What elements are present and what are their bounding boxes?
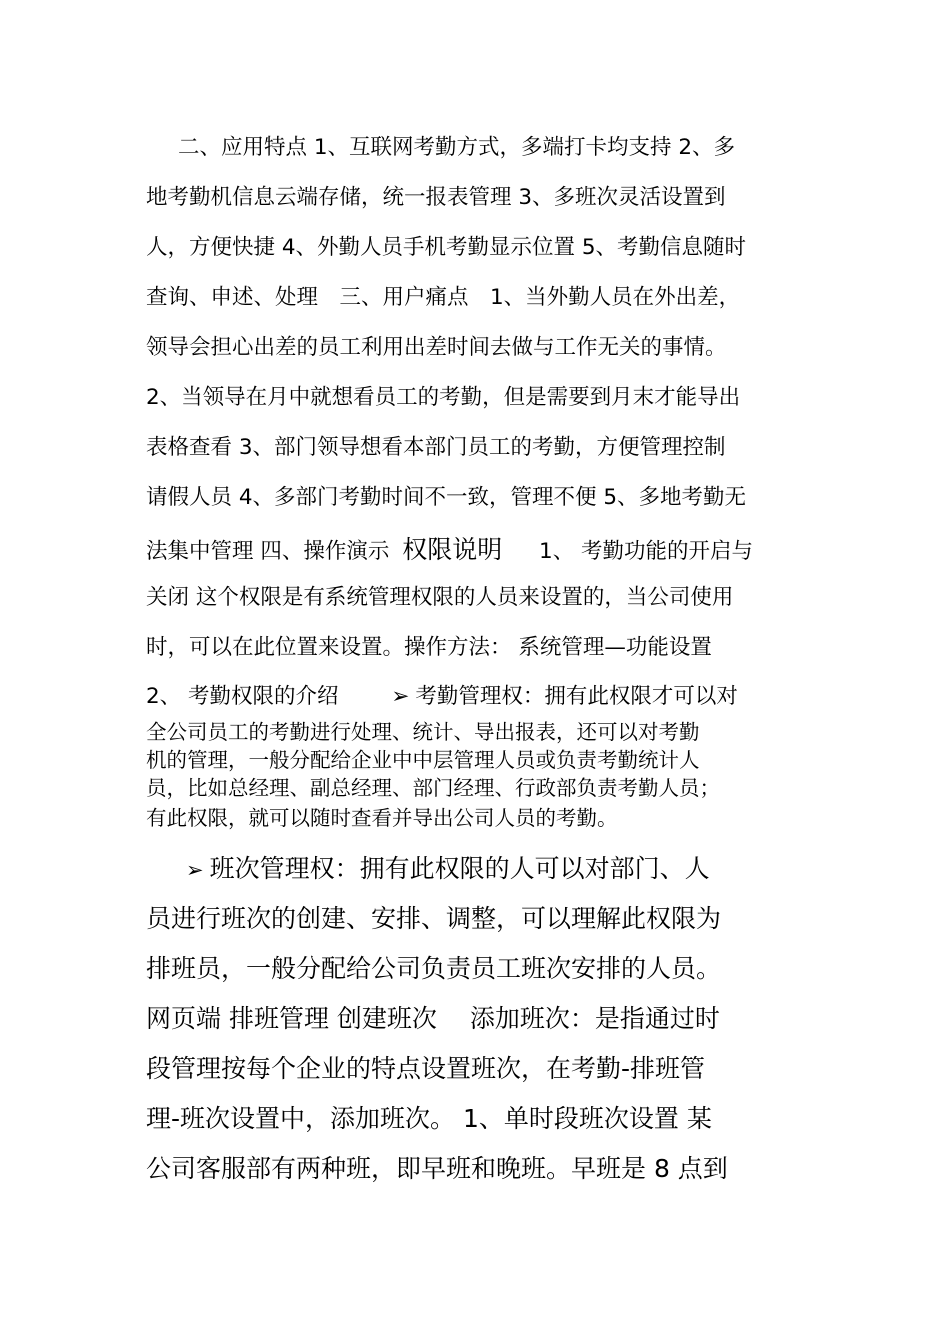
paragraph-line: 理-班次设置中，添加班次。 1、单时段班次设置 某 [146, 1104, 712, 1133]
paragraph-line: 关闭 这个权限是有系统管理权限的人员来设置的，当公司使用 [146, 585, 734, 610]
paragraph-line: 领导会担心出差的员工利用出差时间去做与工作无关的事情。 [146, 335, 727, 360]
arrow-bullet-icon: ➢ [391, 684, 410, 709]
paragraph-line: 查询、申述、处理 三、用户痛点 1、当外勤人员在外出差， [146, 285, 741, 310]
paragraph-line: 员进行班次的创建、安排、调整，可以理解此权限为 [146, 904, 722, 933]
paragraph-line: 段管理按每个企业的特点设置班次，在考勤-排班管 [146, 1054, 706, 1083]
paragraph-line: 机的管理，一般分配给企业中中层管理人员或负责考勤统计人 [146, 748, 700, 772]
paragraph-line: 网页端 排班管理 创建班次 添加班次：是指通过时 [146, 1004, 720, 1033]
paragraph-text: 法集中管理 四、操作演示 [146, 539, 390, 564]
section-heading: 权限说明 [402, 535, 503, 564]
paragraph-line: 有此权限，就可以随时查看并导出公司人员的考勤。 [146, 806, 618, 830]
paragraph-line: 表格查看 3、部门领导想看本部门员工的考勤，方便管理控制 [146, 435, 726, 460]
paragraph-line: 二、应用特点 1、互联网考勤方式，多端打卡均支持 2、多 [178, 135, 736, 160]
arrow-bullet-icon: ➢ [186, 858, 204, 882]
paragraph-line: 地考勤机信息云端存储，统一报表管理 3、多班次灵活设置到 [146, 185, 726, 210]
paragraph-line: 排班员，一般分配给公司负责员工班次安排的人员。 [146, 954, 722, 983]
paragraph-line: 员，比如总经理、副总经理、部门经理、行政部负责考勤人员； [146, 776, 720, 800]
paragraph-line-with-heading [146, 537, 753, 563]
paragraph-line-with-bullet [146, 686, 738, 708]
paragraph-line: 请假人员 4、多部门考勤时间不一致，管理不便 5、多地考勤无 [146, 485, 747, 510]
paragraph-text: 1、 考勤功能的开启与 [539, 539, 754, 564]
bullet-title: 考勤管理权：拥有此权限才可以对 [415, 684, 738, 709]
paragraph-line: 时，可以在此位置来设置。操作方法： 系统管理—功能设置 [146, 635, 712, 660]
bullet-text: 班次管理权：拥有此权限的人可以对部门、人 [209, 854, 710, 883]
paragraph-line: 全公司员工的考勤进行处理、统计、导出报表，还可以对考勤 [146, 720, 700, 744]
bullet-line [186, 856, 710, 881]
paragraph-line: 2、当领导在月中就想看员工的考勤，但是需要到月末才能导出 [146, 385, 741, 410]
paragraph-line: 公司客服部有两种班，即早班和晚班。早班是 8 点到 [146, 1154, 728, 1183]
paragraph-text: 2、 考勤权限的介绍 [146, 684, 339, 709]
paragraph-line: 人，方便快捷 4、外勤人员手机考勤显示位置 5、考勤信息随时 [146, 235, 747, 260]
